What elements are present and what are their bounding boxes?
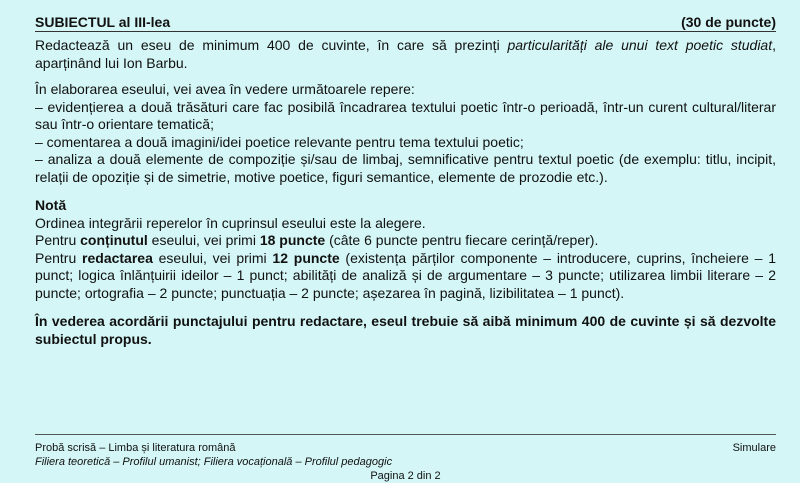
repere-intro: În elaborarea eseului, vei avea în vedere următoarele repere:	[35, 81, 415, 97]
nota-redactare: Pentru redactarea eseului, vei primi 12 puncte (existența părților componente – introducere, cuprins, încheiere – 1 punct; logica înlănțuirii ideilor – 1 punct; abilități de analiză și de argumentare – 3 puncte; utilizarea limbii literare – 2 puncte; ortografia – 2 puncte; punctuația – 2 puncte; așezarea în pagină, lizibilitatea – 1 punct).	[35, 249, 777, 301]
page-footer	[35, 441, 776, 483]
nota-title: Notă	[35, 197, 67, 213]
page-number: Pagina 2 din 2	[370, 470, 441, 482]
nota-line-order: Ordinea integrării reperelor în cuprinsul eseului este la alegere.	[35, 214, 426, 231]
footer-profile: Filiera teoretică – Profilul umanist; Filiera vocațională – Profilul pedagogic	[35, 456, 393, 468]
reper-item-3: – analiza a două elemente de compoziție și/sau de limbaj, semnificative pentru textul poetic (de exemplu: titlu, incipit, relații de opoziție și de simetrie, motive poetice, figuri semantice, elemente de prozodie etc.).	[35, 151, 776, 185]
footer-exam-type: Simulare	[732, 442, 776, 454]
reper-item-1: – evidențierea a două trăsături care fac posibilă încadrarea textului poetic într-o perioadă, într-un curent cultural/literar sau într-o orientare tematică;	[35, 98, 776, 132]
section-points: (30 de puncte)	[681, 14, 776, 30]
footer-exam-name: Probă scrisă – Limba și literatura română	[35, 442, 236, 454]
task-statement: Redactează un eseu de minimum 400 de cuvinte, în care să prezinți particularități ale unui text poetic studiat, aparținând lui Ion Barbu.	[35, 37, 776, 71]
footer-divider	[35, 434, 776, 435]
section-title: SUBIECTUL al III-lea	[35, 14, 171, 30]
section-content	[35, 37, 776, 348]
reper-item-2: – comentarea a două imagini/idei poetice relevante pentru tema textului poetic;	[35, 133, 524, 150]
final-note: În vederea acordării punctajului pentru redactare, eseul trebuie să aibă minimum 400 de cuvinte și să dezvolte subiectul propus.	[35, 313, 776, 347]
section-header	[35, 14, 776, 32]
nota-continut: Pentru conținutul eseului, vei primi 18 puncte (câte 6 puncte pentru fiecare cerință/reper).	[35, 232, 599, 248]
